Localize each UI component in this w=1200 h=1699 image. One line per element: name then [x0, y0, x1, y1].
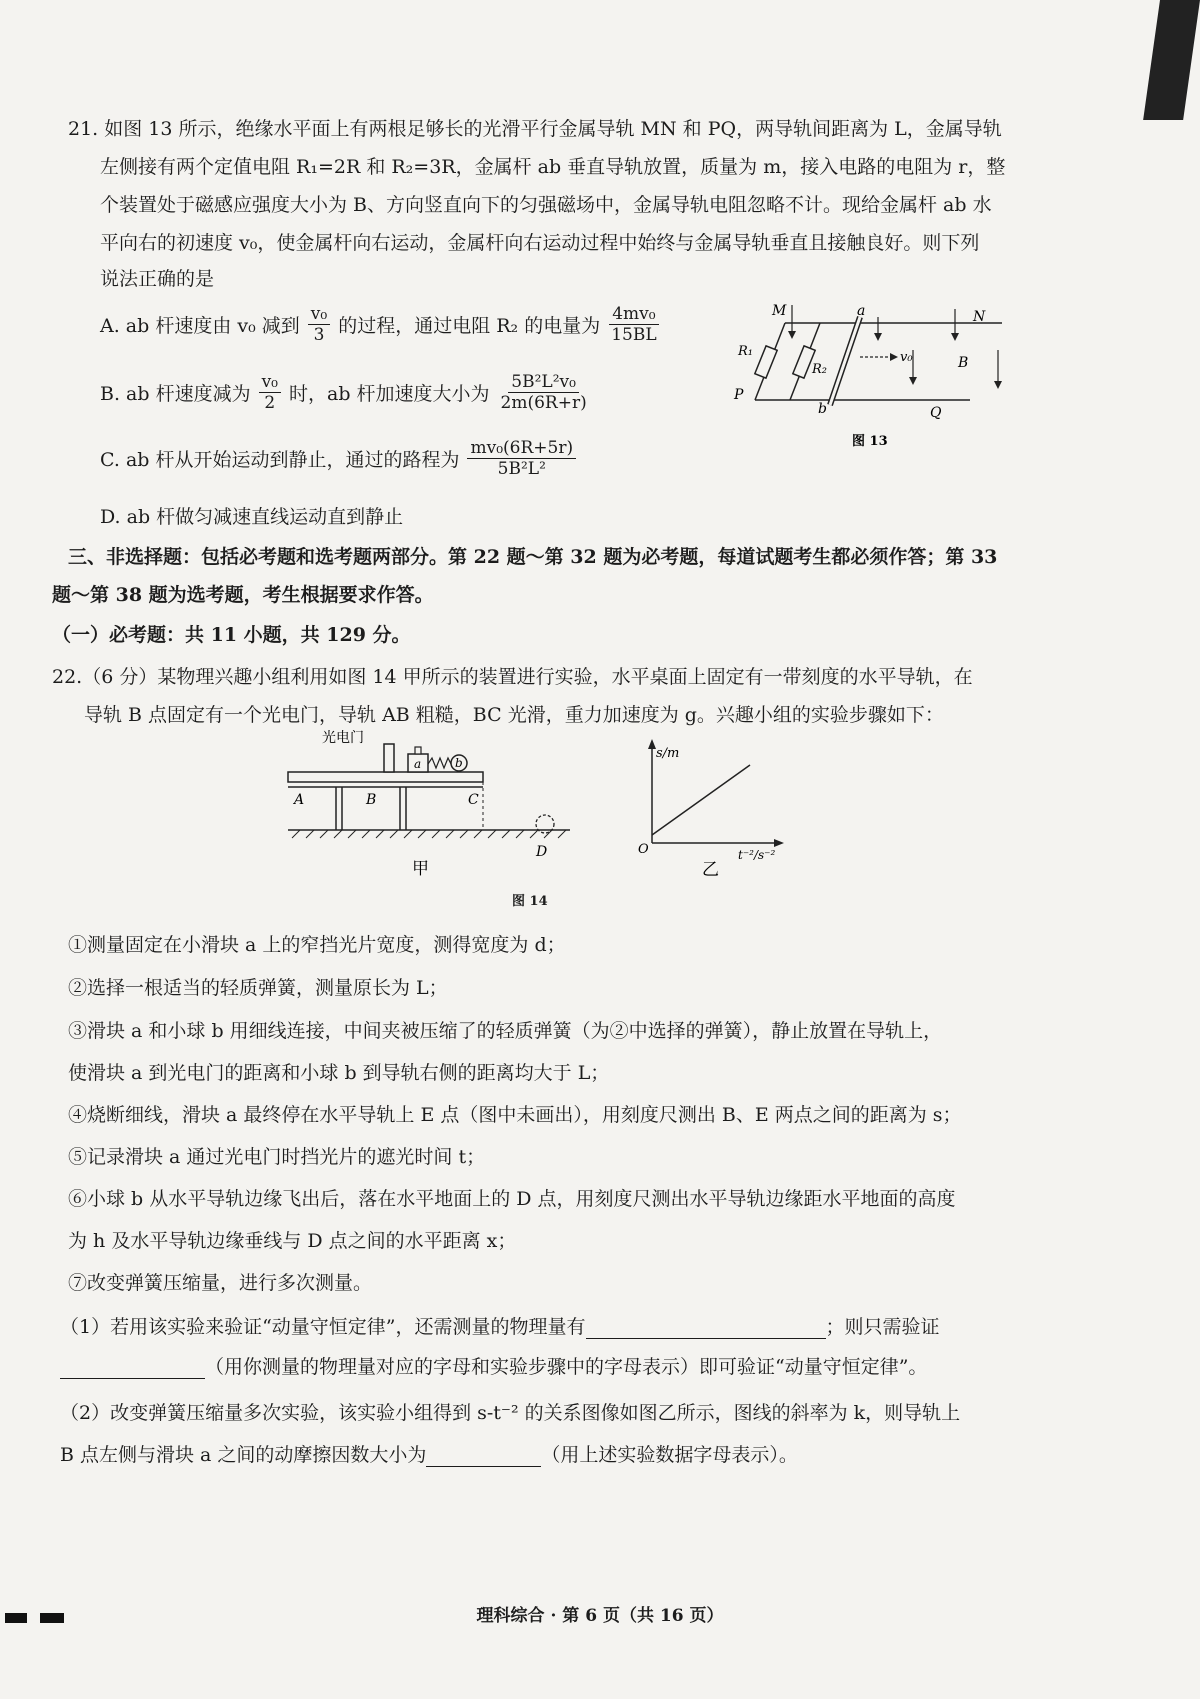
label-yi: 乙: [702, 860, 719, 880]
step-2: ②选择一根适当的轻质弹簧，测量原长为 L；: [68, 977, 448, 999]
q21-line-1: 21. 如图 13 所示，绝缘水平面上有两根足够长的光滑平行金属导轨 MN 和 PQ，两导轨间距离为 L，金属导轨: [68, 118, 1002, 140]
answer-blank-1[interactable]: [586, 1318, 826, 1339]
label-r2: R₂: [812, 362, 827, 377]
required-questions-heading: （一）必考题：共 11 小题，共 129 分。: [52, 624, 411, 646]
answer-blank-3[interactable]: [426, 1446, 541, 1467]
answer-blank-2[interactable]: [60, 1358, 205, 1379]
graph-line: [652, 765, 750, 835]
resistor-r1: [755, 346, 777, 378]
label-slider-a: a: [414, 757, 422, 771]
figure-14-graph: [630, 735, 800, 885]
step-6: ⑥小球 b 从水平导轨边缘飞出后，落在水平地面上的 D 点，用刻度尺测出水平导轨边缘距水平地面的高度: [68, 1188, 956, 1210]
step-5: ⑤记录滑块 a 通过光电门时挡光片的遮光时间 t；: [68, 1146, 486, 1168]
section-3-heading: 三、非选择题：包括必考题和选考题两部分。第 22 题～第 32 题为必考题，每道试题考生都必须作答；第 33: [68, 546, 998, 568]
label-r1: R₁: [738, 344, 753, 359]
graph-y-label: s/m: [656, 746, 680, 761]
rail: [288, 772, 483, 782]
q21-option-d: D. ab 杆做匀减速直线运动直到静止: [100, 506, 404, 528]
label-v0: v₀: [900, 350, 913, 365]
step-4: ④烧断细线，滑块 a 最终停在水平导轨上 E 点（图中未画出），用刻度尺测出 B、E 两点之间的距离为 s；: [68, 1104, 962, 1126]
q21-line-2: 左侧接有两个定值电阻 R₁=2R 和 R₂=3R，金属杆 ab 垂直导轨放置，质量为 m，接入电路的电阻为 r，整: [100, 156, 1006, 178]
figure-14-apparatus: [280, 730, 580, 880]
page-footer: 理科综合 · 第 6 页（共 16 页）: [476, 1606, 724, 1626]
label-b: b: [818, 401, 827, 417]
q21-line-4: 平向右的初速度 v₀，使金属杆向右运动，金属杆向右运动过程中始终与金属导轨垂直且接触良好。则下列: [100, 232, 980, 254]
step-6-cont: 为 h 及水平导轨边缘垂线与 D 点之间的水平距离 x；: [68, 1230, 517, 1252]
q21-option-a: A. ab 杆速度由 v₀ 减到 $\frac{\text{v₀}}{3}$ 的过程，通过电阻 R₂ 的电量为 $\frac{\text{4mv₀}}{15BL}$: [100, 304, 657, 345]
label-point-a: A: [294, 792, 305, 808]
spring: [428, 758, 451, 768]
part-2-prompt-cont: B 点左侧与滑块 a 之间的动摩擦因数大小为 （用上述实验数据字母表示）。: [60, 1444, 798, 1466]
part-2-prompt: （2）改变弹簧压缩量多次实验，该实验小组得到 s-t⁻² 的关系图像如图乙所示，图线的斜率为 k，则导轨上: [60, 1402, 961, 1424]
step-3: ③滑块 a 和小球 b 用细线连接，中间夹被压缩了的轻质弹簧（为②中选择的弹簧），静止放置在导轨上，: [68, 1020, 943, 1042]
graph-origin: O: [638, 842, 649, 857]
q22-line-2: 导轨 B 点固定有一个光电门，导轨 AB 粗糙，BC 光滑，重力加速度为 g。兴趣小组的实验步骤如下：: [84, 704, 944, 726]
label-m: M: [772, 303, 787, 319]
step-3-cont: 使滑块 a 到光电门的距离和小球 b 到导轨右侧的距离均大于 L；: [68, 1062, 610, 1084]
q21-line-5: 说法正确的是: [100, 268, 215, 290]
label-field-b: B: [958, 355, 969, 371]
label-point-b: B: [366, 792, 377, 808]
part-1-prompt-cont: （用你测量的物理量对应的字母和实验步骤中的字母表示）即可验证“动量守恒定律”。: [60, 1352, 927, 1379]
label-q: Q: [930, 405, 942, 421]
q21-option-c: C. ab 杆从开始运动到静止，通过的路程为 $\frac{\text{mv₀(6R+5r)}}{\text{5B²L²}}$: [100, 438, 580, 479]
figure-14-caption: 图 14: [512, 894, 548, 909]
figure-13-caption: 图 13: [852, 434, 888, 449]
label-a: a: [857, 303, 866, 319]
label-p: P: [734, 387, 744, 403]
figure-13-circuit: [730, 295, 1030, 455]
step-7: ⑦改变弹簧压缩量，进行多次测量。: [68, 1272, 373, 1294]
photogate: [384, 744, 394, 772]
q22-line-1: 22.（6 分）某物理兴趣小组利用如图 14 甲所示的装置进行实验，水平桌面上固定有一带刻度的水平导轨，在: [52, 666, 973, 688]
label-jia: 甲: [412, 859, 429, 879]
section-3-heading-cont: 题～第 38 题为选考题，考生根据要求作答。: [52, 584, 434, 606]
q21-option-b: B. ab 杆速度减为 $\frac{\text{v₀}}{2}$ 时，ab 杆加速度大小为 $\frac{\text{5B²L²v₀}}{2m(6R+r)}$: [100, 372, 587, 413]
label-point-c: C: [468, 792, 479, 808]
photogate-label: 光电门: [322, 730, 364, 746]
page-edge-shadow: [1143, 0, 1200, 120]
graph-x-label: t⁻²/s⁻²: [738, 848, 776, 862]
label-point-d: D: [536, 844, 548, 860]
q21-line-3: 个装置处于磁感应强度大小为 B、方向竖直向下的匀强磁场中，金属导轨电阻忽略不计。现给金属杆 ab 水: [100, 194, 992, 216]
part-1-prompt: （1）若用该实验来验证“动量守恒定律”，还需测量的物理量有 ；则只需验证: [60, 1316, 940, 1338]
step-1: ①测量固定在小滑块 a 上的窄挡光片宽度，测得宽度为 d；: [68, 934, 566, 956]
label-ball-b: b: [455, 756, 463, 770]
label-n: N: [973, 309, 986, 325]
